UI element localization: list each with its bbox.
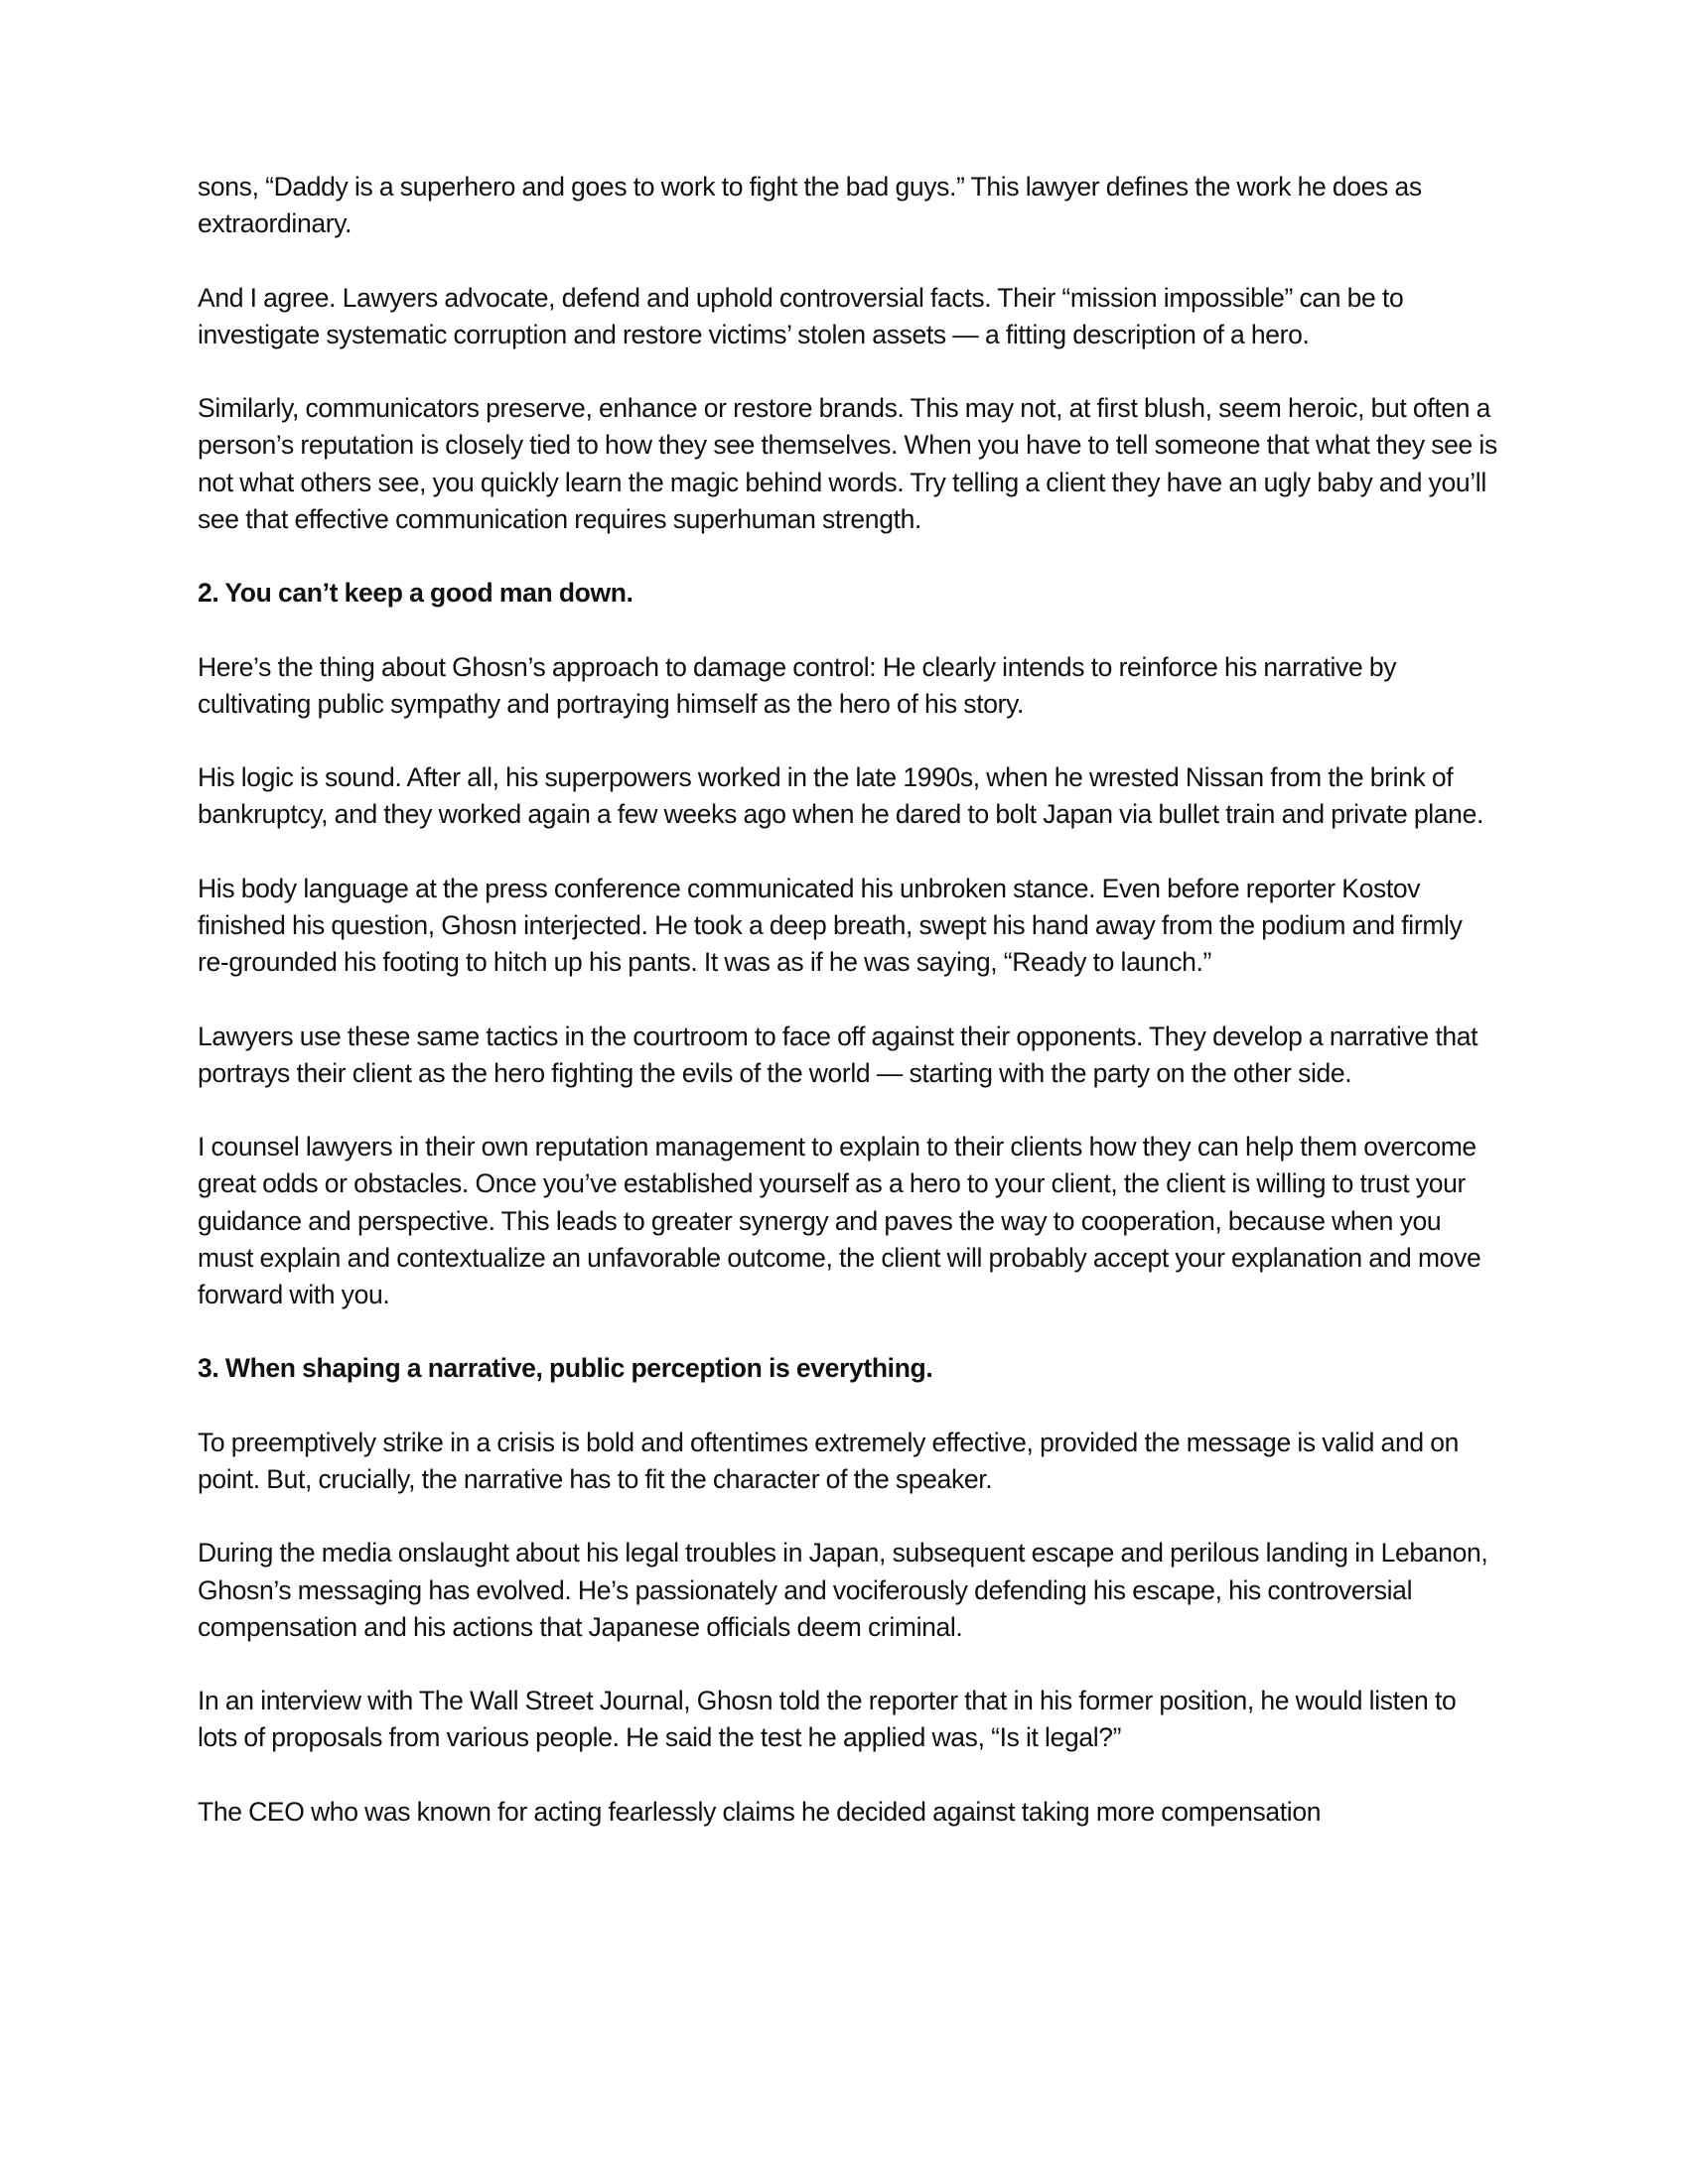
paragraph-body-language: His body language at the press conference communicated his unbroken stance. Even before reporter Kostov finished his question, Ghosn interjected. He took a deep breath, swept his hand away from the podium and firmly re-grounded his footing to hitch up his pants. It was as if he was saying, “Ready to launch.” <box>198 873 1463 978</box>
paragraph-courtroom-tactics: Lawyers use these same tactics in the courtroom to face off against their opponents. They develop a narrative that portrays their client as the hero fighting the evils of the world — starting with the party on the other side. <box>198 1021 1478 1088</box>
paragraph-wsj-interview: In an interview with The Wall Street Journal, Ghosn told the reporter that in his former position, he would listen to lots of proposals from various people. He said the test he applied was, “Is it legal?” <box>198 1686 1457 1753</box>
paragraph-ceo-compensation: The CEO who was known for acting fearlessly claims he decided against taking more compensation <box>198 1796 1322 1827</box>
section-heading-3: 3. When shaping a narrative, public perception is everything. <box>198 1353 933 1384</box>
paragraph-reputation-management: I counsel lawyers in their own reputation management to explain to their clients how they can help them overcome great odds or obstacles. Once you’ve established yourself as a hero to your client, the client is willing to trust your guidance and perspective. This leads to greater synergy and paves the way to cooperation, because when you must explain and contextualize an unfavorable outcome, the client will probably accept your explanation and move forward with you. <box>198 1132 1481 1309</box>
section-heading-2: 2. You can’t keep a good man down. <box>198 578 633 609</box>
paragraph-media-onslaught: During the media onslaught about his legal troubles in Japan, subsequent escape and perilous landing in Lebanon, Ghosn’s messaging has evolved. He’s passionately and vociferously defending his escape, his controversial compensation and his actions that Japanese officials deem criminal. <box>198 1538 1488 1642</box>
paragraph-communicators-brands: Similarly, communicators preserve, enhance or restore brands. This may not, at first blush, seem heroic, but often a person’s reputation is closely tied to how they see themselves. When you have to tell someone that what they see is not what others see, you quickly learn the magic behind words. Try telling a client they have an ugly baby and you’ll see that effective communication requires superhuman strength. <box>198 393 1497 534</box>
paragraph-lawyers-heroes: And I agree. Lawyers advocate, defend and uphold controversial facts. Their “mission impossible” can be to investigate systematic corruption and restore victims’ stolen assets — a fitting description of a hero. <box>198 282 1404 349</box>
paragraph-superhero-sons: sons, “Daddy is a superhero and goes to work to fight the bad guys.” This lawyer defines the work he does as extraordinary. <box>198 172 1422 239</box>
document-body <box>198 169 1498 1831</box>
paragraph-logic-sound: His logic is sound. After all, his superpowers worked in the late 1990s, when he wrested Nissan from the brink of bankruptcy, and they worked again a few weeks ago when he dared to bolt Japan via bullet train and private plane. <box>198 762 1483 830</box>
paragraph-damage-control: Here’s the thing about Ghosn’s approach to damage control: He clearly intends to reinforce his narrative by cultivating public sympathy and portraying himself as the hero of his story. <box>198 651 1397 719</box>
paragraph-preemptive-strike: To preemptively strike in a crisis is bold and oftentimes extremely effective, provided the message is valid and on point. But, crucially, the narrative has to fit the character of the speaker. <box>198 1427 1460 1494</box>
